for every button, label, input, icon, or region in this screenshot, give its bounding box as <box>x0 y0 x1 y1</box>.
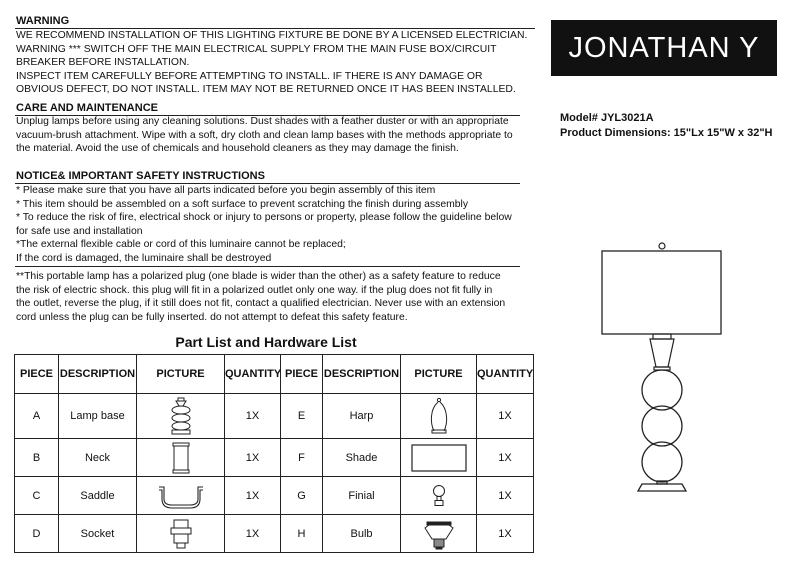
warning-line: WARNING *** SWITCH OFF THE MAIN ELECTRICAL SUPPLY FROM THE MAIN FUSE BOX/CIRCUIT <box>16 43 497 55</box>
piece-cell: B <box>15 439 59 477</box>
header-quantity: QUANTITY <box>225 355 281 394</box>
warning-line: BREAKER BEFORE INSTALLATION. <box>16 57 190 69</box>
lamp-illustration <box>590 238 730 496</box>
quantity-cell: 1X <box>225 439 281 477</box>
notice-text <box>16 184 512 266</box>
parts-title: Part List and Hardware List <box>175 334 357 350</box>
notice-line: * To reduce the risk of fire, electrical shock or injury to persons or property, please follow the guideline below <box>16 212 512 224</box>
lamp-base-spheres <box>642 370 682 482</box>
notice-heading: NOTICE& IMPORTANT SAFETY INSTRUCTIONS <box>16 170 265 182</box>
product-info <box>560 111 772 140</box>
finial-icon <box>659 243 665 249</box>
harp-icon <box>424 397 454 435</box>
notice-line: If the cord is damaged, the luminaire shall be destroyed <box>16 252 272 264</box>
lamp-shade <box>602 251 721 334</box>
warning-text <box>16 29 527 97</box>
warning-line: INSPECT ITEM CAREFULLY BEFORE ATTEMPTING TO INSTALL. IF THERE IS ANY DAMAGE OR <box>16 70 483 82</box>
description-cell: Lamp base <box>59 394 137 439</box>
piece-cell: G <box>281 477 323 515</box>
description-cell: Socket <box>59 515 137 553</box>
model-number: Model# JYL3021A <box>560 112 654 124</box>
plug-line: **This portable lamp has a polarized plug (one blade is wider than the other) as a safety feature to reduce <box>16 271 501 282</box>
picture-cell <box>401 515 477 553</box>
header-piece: PIECE <box>15 355 59 394</box>
table-row <box>15 515 534 553</box>
plug-text <box>16 270 505 324</box>
header-picture: PICTURE <box>401 355 477 394</box>
care-heading: CARE AND MAINTENANCE <box>16 102 158 114</box>
notice-line: * Please make sure that you have all parts indicated before you begin assembly of this item <box>16 185 436 196</box>
header-picture: PICTURE <box>137 355 225 394</box>
warning-line: OBVIOUS DEFECT, DO NOT INSTALL. ITEM MAY NOT BE RETURNED ONCE IT HAS BEEN INSTALLED. <box>16 84 516 96</box>
header-piece: PIECE <box>281 355 323 394</box>
picture-cell <box>137 439 225 477</box>
description-cell: Bulb <box>323 515 401 553</box>
quantity-cell: 1X <box>477 515 534 553</box>
care-line: Unplug lamps before using any cleaning solutions. Dust shades with a feather duster or with an appropriate <box>16 116 509 127</box>
quantity-cell: 1X <box>225 394 281 439</box>
notice-line: * This item should be assembled on a soft surface to prevent scratching the finish during assembly <box>16 198 469 210</box>
care-line: vacuum-brush attachment. Wipe with a soft, dry cloth and clean lamp bases with the methods appropriate to <box>16 129 513 141</box>
picture-cell <box>137 394 225 439</box>
picture-cell <box>137 515 225 553</box>
plug-rule <box>15 266 520 267</box>
quantity-cell: 1X <box>477 394 534 439</box>
saddle-icon <box>158 483 204 509</box>
plug-line: the outlet, reverse the plug, if it still does not fit, contact a qualified electrician. Never use with an extension <box>16 298 506 310</box>
finial-icon <box>431 484 447 508</box>
neck-icon <box>169 442 193 474</box>
notice-line: for safe use and installation <box>16 225 143 237</box>
description-cell: Shade <box>323 439 401 477</box>
warning-line: WE RECOMMEND INSTALLATION OF THIS LIGHTING FIXTURE BE DONE BY A LICENSED ELECTRICIAN. <box>16 30 528 41</box>
socket-icon <box>169 519 193 549</box>
table-row <box>15 477 534 515</box>
quantity-cell: 1X <box>225 477 281 515</box>
description-cell: Saddle <box>59 477 137 515</box>
parts-table <box>14 354 534 553</box>
description-cell: Finial <box>323 477 401 515</box>
table-row <box>15 439 534 477</box>
picture-cell <box>401 394 477 439</box>
brand-logo: JONATHAN Y <box>551 20 777 76</box>
notice-line: *The external flexible cable or cord of this luminaire cannot be replaced; <box>16 239 346 251</box>
lamp-neck <box>650 334 674 370</box>
picture-cell <box>401 439 477 477</box>
description-cell: Harp <box>323 394 401 439</box>
plug-line: cord unless the plug can be fully inserted. do not attempt to defeat this safety feature. <box>16 311 408 323</box>
care-line: the material. Avoid the use of chemicals and household cleaners as they may damage the finish. <box>16 143 459 155</box>
quantity-cell: 1X <box>477 477 534 515</box>
warning-heading: WARNING <box>16 15 70 27</box>
header-quantity: QUANTITY <box>477 355 534 394</box>
parts-header-row <box>15 355 534 394</box>
shade-icon <box>411 443 467 473</box>
bulb-icon <box>422 518 456 550</box>
table-row <box>15 394 534 439</box>
piece-cell: D <box>15 515 59 553</box>
product-dimensions: Product Dimensions: 15"Lx 15"W x 32"H <box>560 126 773 139</box>
picture-cell <box>137 477 225 515</box>
piece-cell: E <box>281 394 323 439</box>
piece-cell: A <box>15 394 59 439</box>
lamp-base-icon <box>166 397 196 435</box>
header-description: DESCRIPTION <box>323 355 401 394</box>
piece-cell: C <box>15 477 59 515</box>
care-text <box>16 115 513 156</box>
quantity-cell: 1X <box>225 515 281 553</box>
picture-cell <box>401 477 477 515</box>
quantity-cell: 1X <box>477 439 534 477</box>
piece-cell: H <box>281 515 323 553</box>
plug-line: the risk of electric shock. this plug will fit in a polarized outlet only one way. if the plug does not fit fully in <box>16 284 493 296</box>
piece-cell: F <box>281 439 323 477</box>
description-cell: Neck <box>59 439 137 477</box>
header-description: DESCRIPTION <box>59 355 137 394</box>
